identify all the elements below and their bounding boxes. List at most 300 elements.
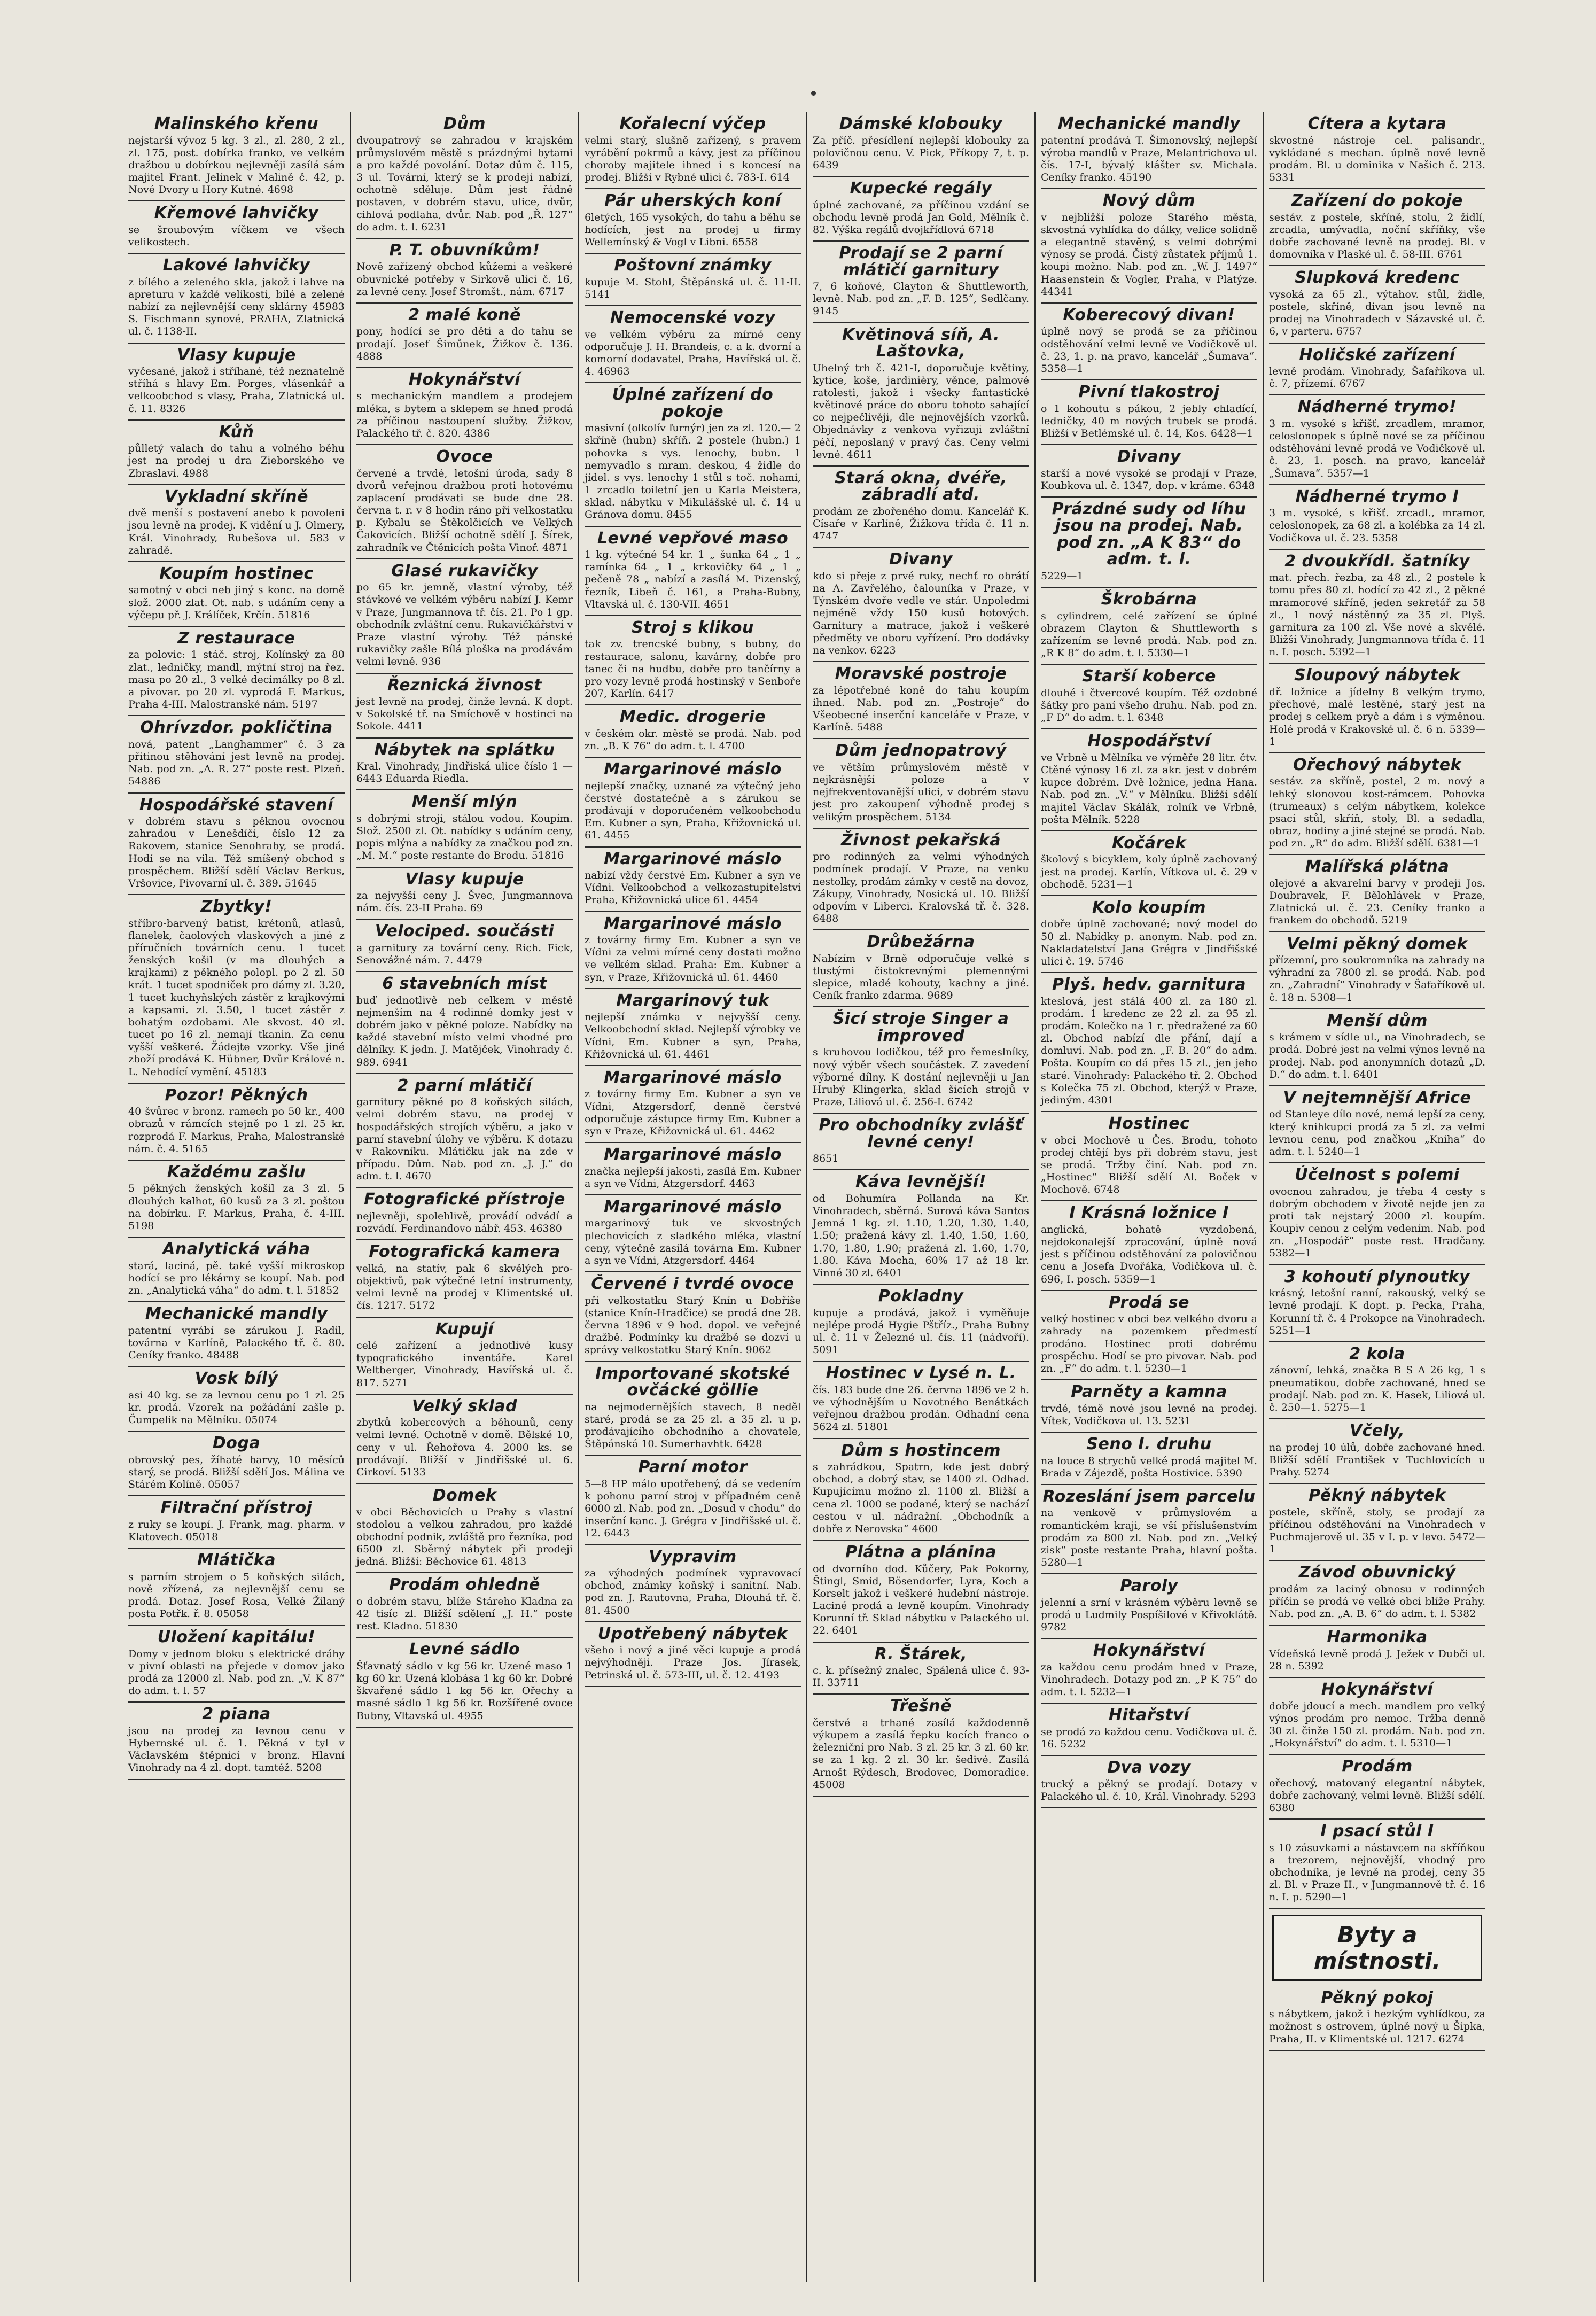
ad-title: Káva levnější! xyxy=(855,1172,986,1192)
classified-ad xyxy=(585,306,801,383)
classified-ad xyxy=(128,1367,345,1432)
ad-title: Stroj s klikou xyxy=(632,618,754,637)
column-4 xyxy=(806,112,1034,2282)
ad-body: celé zařízení a jednotlivé kusy typografického inventáře. Karel Weltberger, Vinohrady, Havířská ul. č. 817. 5271 xyxy=(356,1340,573,1389)
ad-body: pro rodinných za velmi výhodných podmínek prodají. V Praze, na venku nestolky, prodám zámky v cestě na dovoz, Zákupy, Vinohrady, Nosická ul. 10. Bližší odpovím v Liberci. Kralovská tř. č. 328. 6488 xyxy=(813,851,1029,925)
classified-ad xyxy=(128,1549,345,1626)
ad-title: Importované skotské ovčácké göllie xyxy=(595,1364,790,1400)
classified-ad xyxy=(356,739,573,791)
classified-ad xyxy=(585,1272,801,1362)
ad-body: se šroubovým víčkem ve všech velikostech. xyxy=(128,223,345,248)
classified-ad xyxy=(356,112,573,239)
ad-body: o dobrém stavu, blíže Stáreho Kladna za 42 tisíc zl. Bližší sdělení „J. H.“ poste rest. Kladno. 51830 xyxy=(356,1595,573,1633)
ad-body: mat. přech. řezba, za 48 zl., 2 postele k tomu přes 80 zl. hodící za 42 zl., 2 pěkné mramorové skříně, jeden sekretář za 58 zl., 1 nový nástěnný za 35 zl. Plyš. garnitura za 100 zl. Vše nové a skvělé. Bližší Vinohrady, Jungmannova třída č. 11 n. I. posch. 5392—1 xyxy=(1269,572,1485,658)
ad-title: Dva vozy xyxy=(1107,1758,1191,1777)
ad-title: Mechanické mandly xyxy=(145,1304,328,1324)
ad-body: s parním strojem o 5 koňských silách, nově zřízená, za nejlevnější cenu se prodá. Dotaz. Josef Rosa, Velké Žilaný posta Potřk. ř. 8. 05058 xyxy=(128,1571,345,1620)
ad-title: Prodají se 2 parní mlátičí garnitury xyxy=(839,244,1003,279)
ad-body: v českém okr. městě se prodá. Nab. pod zn. „B. K 76“ do adm. t. l. 4700 xyxy=(585,727,801,752)
classified-ad xyxy=(585,848,801,912)
ad-body: všeho i nový a jiné věci kupuje a prodá nejvýhodněji. Praze Jos. Jírasek, Petrinská ul. č. 573-III, ul. č. 12. 4193 xyxy=(585,1644,801,1681)
classified-ad xyxy=(1041,1380,1257,1433)
ad-body: trucký a pěkný se prodají. Dotazy v Palackého ul. č. 10, Král. Vinohrady. 5293 xyxy=(1041,1778,1257,1802)
classified-ad xyxy=(1269,112,1485,189)
ad-title: Levné sádlo xyxy=(409,1640,520,1659)
ad-title: Prodá se xyxy=(1109,1293,1189,1312)
ad-title: Vypravim xyxy=(649,1547,737,1566)
ad-title: Dámské klobouky xyxy=(839,114,1003,133)
classified-ad xyxy=(813,467,1029,548)
classified-ad xyxy=(585,527,801,616)
ad-body: patentní prodává T. Šimonovský, nejlepší výroba mandlů v Praze, Melantrichova ul. čís. 17-I, bývalý klášter sv. Michala. Ceníky franko. 45190 xyxy=(1041,134,1257,184)
ad-body: stříbro-barvený batist, krétonů, atlasů, flanelek, čaolových vlaskových a jiné z příručních továrních cenu. 1 tucet ženských košil (v ma dlouhých a krajkami) z pěkného polopl. po 2 zl. 50 krát. 1 tucet spodniček pro dámy zl. 3.20, 1 tucet kuchyňských zástěr z krajkovými a kapsami. zl. 3.50, 1 tucet zástěr z bohatým ozdobami. Ale skvost. 40 zl. tucet po 16 zl. nemají tkanin. Za cenu vyšší veškeré. Žádejte vzorky. Vše jiné zboží prodává K. Hübner, Dvůr Králové n. L. Nehodící vymění. 45183 xyxy=(128,917,345,1078)
ad-body: jest levně na prodej, činže levná. K dopt. v Sokolské tř. na Smíchově v hostinci na Sokole. 4411 xyxy=(356,696,573,733)
ad-title: Paroly xyxy=(1120,1576,1178,1596)
classified-ad xyxy=(1269,1986,1485,2051)
ad-body: tak zv. trencské bubny, s bubny, do restaurace, salonu, kavárny, dobře pro tanec či na hudbu, dobře pro tančírny a pro vozy levně prodá hostinský v Senboře 207, Karlín. 6417 xyxy=(585,638,801,700)
ad-body: kupuje M. Stohl, Štěpánská ul. č. 11-II. 5141 xyxy=(585,276,801,300)
classified-ad xyxy=(1269,266,1485,343)
ad-title: Margarinové máslo xyxy=(604,1145,782,1164)
classified-ad xyxy=(128,1496,345,1549)
ad-body: 5229—1 xyxy=(1041,570,1084,582)
ad-title: Prodám ohledně xyxy=(389,1575,540,1595)
ad-title: Parněty a kamna xyxy=(1071,1382,1227,1402)
ad-body: ve velkém výběru za mírné ceny odporučuje J. H. Brandeis, c. a k. dvorní a komorní dodavatel, Praha, Havířská ul. č. 4. 46963 xyxy=(585,328,801,378)
classified-ad xyxy=(1041,445,1257,498)
classified-ad xyxy=(585,1545,801,1622)
classified-ad xyxy=(128,421,345,485)
classified-ad xyxy=(813,1643,1029,1695)
classified-ad xyxy=(813,829,1029,931)
ad-body: postele, skříně, stoly, se prodají za příčinou odstěhování na Vinohradech v Puchmajerově ul. 35 v I. p. v levo. 5472—1 xyxy=(1269,1506,1485,1556)
classified-ad xyxy=(1269,1678,1485,1755)
classified-ad xyxy=(813,1362,1029,1439)
ad-body: Vídeňská levně prodá J. Ježek v Dubči ul. 28 n. 5392 xyxy=(1269,1647,1485,1672)
ad-title: Nový dům xyxy=(1102,191,1196,211)
ad-body: se prodá za každou cenu. Vodičkova ul. č. 16. 5232 xyxy=(1041,1726,1257,1750)
ad-title: Kočárek xyxy=(1112,833,1186,852)
ad-title: Hostinec v Lysé n. L. xyxy=(826,1364,1016,1383)
classified-ad xyxy=(1269,485,1485,550)
ad-title: Dům xyxy=(443,114,486,133)
ad-body: vyčesané, jakož i stříhané, též neznatelně stříhá s hlavy Em. Porges, vlásenkář a velkoobchod s vlasy, Praha, Zlatnická ul. č. 11. 8326 xyxy=(128,366,345,415)
ad-title: Pěkný pokoj xyxy=(1321,1988,1434,2007)
classified-ad xyxy=(128,716,345,793)
ad-body: garnitury pěkné po 8 koňských silách, velmi dobrém stavu, na prodej v hospodářských strojích výběru, a jako v parní stavební úlohy ve výběru. K dotazu v Rakovníku. Mlátičku jak na zde v případu. Dům. Nab. pod zn. „J. J.“ do adm. t. l. 4670 xyxy=(356,1096,573,1183)
section-heading: Byty a místnosti. xyxy=(1272,1915,1482,1981)
ad-title: 2 dvoukřídl. šatníky xyxy=(1284,551,1470,571)
ad-title: Levné vepřové maso xyxy=(597,529,789,548)
classified-ad xyxy=(356,559,573,674)
ad-title: Nemocenské vozy xyxy=(610,308,776,328)
ad-title: Vykladní skříně xyxy=(165,487,308,506)
ad-title: Pro obchodníky zvlášť levné ceny! xyxy=(819,1116,1023,1152)
classified-ad xyxy=(128,1161,345,1238)
ad-title: Parní motor xyxy=(638,1458,748,1477)
classified-ad xyxy=(1041,112,1257,189)
ad-body: dlouhé i čtvercové koupím. Též ozdobné šátky pro paní všeho druhu. Nab. pod zn. „F D“ do adm. t. l. 6348 xyxy=(1041,687,1257,724)
ad-body: asi 40 kg. se za levnou cenu po 1 zl. 25 kr. prodá. Vzorek na požádání zašle p. Čumpelik na Mělníku. 05074 xyxy=(128,1389,345,1426)
ad-title: Květinová síň, A. Laštovka, xyxy=(842,325,1000,361)
ad-title: Hokynářství xyxy=(408,370,521,389)
classified-ad xyxy=(1269,1342,1485,1419)
ad-body: na louce 8 strychů velké prodá majitel M. Brada v Zájezdě, pošta Hostivice. 5390 xyxy=(1041,1455,1257,1479)
ad-body: čerstvé a trhané zasílá každodenně výkupem a zasílá řepku kocích franco o železniční pro Nab. 3 zl. 25 kr. 3 zl. 60 kr. se za 1 kg. 2 zl. 30 kr. šedivé. Zasílá Arnošt Rýdesch, Brodovec, Domoradice. 45008 xyxy=(813,1716,1029,1791)
classified-ad xyxy=(1041,1201,1257,1291)
classified-ad xyxy=(356,868,573,920)
classified-ad xyxy=(128,201,345,254)
ad-body: s dobrými stroji, stálou vodou. Koupím. Slož. 2500 zl. Ot. nabídky s udáním ceny, popis mlýna a nabídky za značkou pod zn. „M. M.“ poste restante do Brodu. 51816 xyxy=(356,812,573,862)
classified-ad xyxy=(585,758,801,847)
classified-ad xyxy=(813,1541,1029,1643)
ad-body: ořechový, matovaný elegantní nábytek, dobře zachovaný, velmi levně. Bližší sdělí. 6380 xyxy=(1269,1777,1485,1814)
ad-body: kupuje a prodává, jakož i vyměňuje nejlépe prodá Hygie Pštříz., Praha Bubny ul. č. 11 v Železné ul. čís. 11 (nádvoří). 5091 xyxy=(813,1307,1029,1356)
ad-title: Hospodářské stavení xyxy=(139,795,334,814)
ad-title: Kůň xyxy=(219,422,254,441)
ad-body: 6letých, 165 vysokých, do tahu a běhu se hodících, jest na prodej u firmy Wellemínský & Vogl v Libni. 6558 xyxy=(585,211,801,248)
ad-body: sestáv. za skříně, postel, 2 m. nový a lehký slonovou kost-rámcem. Pohovka (trumeaux) s celým nábytkem, kolekce psací stůl, skříň, stoly, Bl. a sedadla, obraz, hodiny a jiné stejné se prodá. Nab. pod zn. „R“ do adm. Bližší sdělí. 6381—1 xyxy=(1269,775,1485,850)
classified-ad xyxy=(1269,344,1485,396)
ad-title: Starší koberce xyxy=(1082,667,1216,686)
classified-ad xyxy=(128,1432,345,1496)
classified-ad xyxy=(1269,1484,1485,1561)
ad-body: a garnitury za tovární ceny. Rich. Fick, Senovážné nám. 7. 4479 xyxy=(356,942,573,967)
ad-body: s kruhovou lodičkou, též pro řemeslníky, nový výběr všech součástek. Z zavedení výborné dílny. K dostání nejlevněji u Jan Hrubý Klingerka, sklad šicích strojů v Praze, Liliová ul. č. 256-I. 6742 xyxy=(813,1046,1029,1108)
ad-title: Margarinové máslo xyxy=(604,914,782,933)
classified-ad xyxy=(356,1573,573,1638)
column-5 xyxy=(1034,112,1263,2282)
classified-ad xyxy=(1041,665,1257,729)
ad-title: Dům jednopatrový xyxy=(835,741,1007,760)
ad-title: Prázdné sudy od líhu jsou na prodej. Nab. pod zn. „A K 83“ do adm. t. l. xyxy=(1052,499,1247,569)
classified-ad xyxy=(585,383,801,526)
ad-body: 5—8 HP málo upotřebený, dá se vedením k pohonu parní stroj v případném ceně 6000 zl. Nab. pod zn. „Dosud v chodu“ do inserční kanc. J. Grégra v Jindřišské ul. č. 12. 6443 xyxy=(585,1478,801,1540)
classified-ad xyxy=(585,1143,801,1195)
ad-body: 3 m. vysoké, s křišť. zrcadl., mramor, celoslonopek, za 68 zl. a kolébka za 14 zl. Vodičkova ul. č. 23. 5358 xyxy=(1269,507,1485,544)
ad-title: Hostinec xyxy=(1108,1114,1190,1133)
ad-body: ve Vrbně u Mělníka ve výměře 28 litr. čtv. Ctěné výnosy 16 zl. za akr. jest v dobrém kupce dobrém. Dvě ložnice, jedna Hana. Nab. pod zn. „V.“ v Mělníku. Bližší sdělí majitel Václav Skálák, rolník ve Vrbně, pošta Mělník. 5228 xyxy=(1041,751,1257,826)
ad-title: Řeznická živnost xyxy=(387,675,542,695)
ad-body: Nově zařízený obchod kůžemi a veškeré obuvnické potřeby v Sirkově ulici č. 16, za levné ceny. Josef Stromšt., nám. 6717 xyxy=(356,261,573,298)
ad-body: trvdé, témě nové jsou levně na prodej. Vítek, Vodičkova ul. 13. 5231 xyxy=(1041,1402,1257,1427)
ad-title: Stará okna, dvéře, zábradlí atd. xyxy=(835,468,1007,504)
ad-body: na nejmodernějších stavech, 8 neděl staré, prodá se za 25 zl. a 35 zl. u p. prodávajícího obchodního a chovatele, Štěpánská 10. Sumerhavhtk. 6428 xyxy=(585,1401,801,1450)
classified-ad xyxy=(1041,304,1257,380)
ad-title: Hokynářství xyxy=(1321,1680,1434,1699)
classified-ad xyxy=(1269,753,1485,856)
ad-body: nejstarší vývoz 5 kg. 3 zl., zl. 280, 2 zl., zl. 175, post. dobírka franko, ve velkém dražbou u dobírkou nejlevněji zasílá sám majitel Frant. Jelínek v Malině č. 42, p. Nové Dvory u Hory Kutné. 4698 xyxy=(128,134,345,196)
classified-ad xyxy=(585,112,801,189)
ad-body: 1 kg. výtečné 54 kr. 1 „ šunka 64 „ 1 „ ramínka 64 „ 1 „ krkovičky 64 „ 1 „ pečeně 78 „ nabízí a zasílá M. Pizenský, řezník, Libeň č. 161, a Praha-Bubny, Vltavská ul. č. 130-VII. 4651 xyxy=(585,549,801,610)
ad-body: s cylindrem, celé zařízení se úplné obrazem Clayton & Shuttleworth s zařízením se levně prodá. Nab. pod zn. „R K 8“ do adm. t. l. 5330—1 xyxy=(1041,610,1257,659)
ad-body: s mechanickým mandlem a prodejem mléka, s bytem a sklepem se hned prodá za příčinou nastoupení služby. Žižkov, Palackého tř. č. 820. 4386 xyxy=(356,390,573,439)
classified-ad xyxy=(585,1362,801,1456)
classified-ad xyxy=(585,189,801,254)
ad-body: skvostné nástroje cel. palisandr., vykládané s mechan. úplně nové levně prodám. Bl. u dominika v Našich č. 213. 5331 xyxy=(1269,134,1485,184)
ad-body: pony, hodící se pro děti a do tahu se prodají. Josef Šimůnek, Žižkov č. 136. 4888 xyxy=(356,325,573,362)
ad-title: Upotřebený nábytek xyxy=(597,1624,788,1643)
classified-ad xyxy=(128,895,345,1084)
ad-title: Koberecový divan! xyxy=(1063,305,1235,324)
ad-title: Účelnost s polemi xyxy=(1295,1165,1460,1185)
ad-body: ve větším průmyslovém městě v nejkrásnější poloze a v nejfrekventovanější ulici, v dobrém stavu jest pro zakoupení výhodně prodej s velikým prospěchem. 5134 xyxy=(813,761,1029,823)
classified-ad xyxy=(128,1703,345,1779)
ad-title: Domek xyxy=(432,1486,497,1505)
ad-body: levně prodám. Vinohrady, Šafaříkova ul. č. 7, přízemí. 6767 xyxy=(1269,366,1485,390)
classified-ad xyxy=(1269,1086,1485,1163)
ad-title: Rozeslání jsem parcelu xyxy=(1042,1487,1256,1506)
ad-title: Medic. drogerie xyxy=(619,708,766,727)
ad-title: Ovoce xyxy=(436,447,493,467)
classified-ad xyxy=(813,323,1029,467)
ad-body: za polovic: 1 stáč. stroj, Kolínský za 80 zlat., ledničky, mandl, mýtní stroj na řez. masa po 20 zl., 3 velké decimálky po 8 zl. a pivovar. po 20 zl. vyprodá F. Markus, Praha 4-III. Malostranské nám. 5197 xyxy=(128,649,345,711)
classified-ad xyxy=(1041,896,1257,973)
ad-body: ovocnou zahradou, je třeba 4 cesty s dobrým obchodem v životě nejde jen za proti tak nejstarý 2000 zl. koupím. Koupiv cenou z celým vedením. Nab. pod zn. „Hospodář“ poste rest. Hradčany. 5382—1 xyxy=(1269,1185,1485,1260)
ad-title: Margarinové máslo xyxy=(604,760,782,779)
ad-body: v dobrém stavu s pěknou ovocnou zahradou v Lenešdíči, číslo 12 za Rakovem, stanice Senohraby, se prodá. Hodí se na vila. Též smíšený obchod s prospěchem. Bližší sdělí Václav Berkus, Vršovice, Pivovarní ul. č. 389. 51645 xyxy=(128,815,345,889)
classified-ad xyxy=(356,790,573,867)
ad-title: Zbytky! xyxy=(200,897,273,916)
classified-ad xyxy=(1041,973,1257,1112)
classified-ad xyxy=(128,344,345,421)
classified-ad xyxy=(1269,395,1485,485)
classified-ad xyxy=(1269,1009,1485,1086)
ad-title: Hitařství xyxy=(1108,1706,1190,1725)
classified-ad xyxy=(1269,932,1485,1009)
classified-ad xyxy=(1041,1112,1257,1201)
ad-title: Plyš. hedv. garnitura xyxy=(1052,975,1247,994)
ad-title: Cítera a kytara xyxy=(1307,114,1447,133)
classified-ad xyxy=(1041,380,1257,445)
classified-ad xyxy=(1269,1626,1485,1678)
ad-title: 2 parní mlátičí xyxy=(397,1076,532,1095)
ad-body: při velkostatku Starý Knín u Dobříše (stanice Knín-Hradčice) se prodá dne 28. června 1896 v 9 hod. dopol. ve veřejné dražbě. Podmínky ku dražbě se dozví u správy velkostatku Starý Knín. 9062 xyxy=(585,1294,801,1356)
ad-body: úplné zachované, za příčinou vzdání se obchodu levně prodá Jan Gold, Mělník č. 82. Výška regálů dvojkřídlová 6718 xyxy=(813,199,1029,236)
ad-title: Křemové lahvičky xyxy=(154,204,319,223)
classified-ad xyxy=(585,1456,801,1545)
classified-ad xyxy=(585,989,801,1066)
ad-body: prodám ze zbořeného domu. Kancelář K. Císaře v Karlíně, Žižkova třída č. 11 n. 4747 xyxy=(813,505,1029,542)
classified-ad xyxy=(1041,1704,1257,1756)
ad-body: červené a trvdé, letošní úroda, sady 8 dvorů veřejnou dražbou proti hotovému zaplacení prodávati se bude dne 28. června t. r. v 8 hodin ráno při velkostatku p. Kybalu se Štěkolčicích ve Velkých Čakovicích. Bližší ochotně sdělí J. Šírek, zahradník ve Čtěnicích pošta Vinoř. 4871 xyxy=(356,467,573,554)
ad-body: z továrny firmy Em. Kubner a syn ve Vídni, Atzgersdorf, denně čerstvé odporučuje zástupce firmy Em. Kubner a syn v Praze, Křižovnická ul. 61. 4462 xyxy=(585,1088,801,1137)
classified-ad xyxy=(585,705,801,758)
ad-title: 2 kola xyxy=(1349,1344,1405,1363)
ad-title: 2 piana xyxy=(202,1705,271,1724)
ad-title: Margarinový tuk xyxy=(616,991,769,1010)
ad-title: Hokynářství xyxy=(1093,1641,1205,1660)
ad-title: 2 malé koně xyxy=(408,305,521,324)
ad-body: velká, na statív, pak 6 skvělých pro-objektivů, pak výtečné letní instrumenty, velmi levně na prodej v Klimentské ul. čís. 1217. 5172 xyxy=(356,1262,573,1312)
ad-body: o 1 kohoutu s pákou, 2 jebly chladící, ledničky, 40 m nových trubek se prodá. Bližší v Betlémské ul. č. 14, Kos. 6428—1 xyxy=(1041,402,1257,439)
ad-title: Kořalecní výčep xyxy=(619,114,766,133)
classified-ad xyxy=(1269,855,1485,932)
classified-ad xyxy=(356,1484,573,1573)
classified-ad xyxy=(813,1114,1029,1170)
ad-title: Kolo koupím xyxy=(1092,898,1206,917)
ad-title: P. T. obuvníkům! xyxy=(389,240,540,260)
classified-ad xyxy=(585,254,801,306)
ad-title: Pěkný nábytek xyxy=(1309,1486,1446,1505)
ad-body: za nejvyšší ceny J. Švec, Jungmannova nám. čís. 23-II Praha. 69 xyxy=(356,890,573,914)
column-1 xyxy=(123,112,350,2282)
ad-body: jsou na prodej za levnou cenu v Hybernské ul. č. 1. Pěkná v tyl v Václavském štěpnicí v bronz. Hlavní Vinohrady na 4 zl. dopt. tamtéž. 5208 xyxy=(128,1724,345,1774)
ad-title: Malinského křenu xyxy=(154,114,319,133)
ad-body: s 10 zásuvkami a nástavcem na skříňkou a trezorem, nejnovější, vhodný pro obchodníka, je levně na prodej, ceny 35 zl. Bl. v Praze II., v Jungmannově tř. č. 16 n. I. p. 5290—1 xyxy=(1269,1841,1485,1903)
ad-title: Zařízení do pokoje xyxy=(1291,191,1463,211)
classified-ad xyxy=(1041,1639,1257,1704)
ad-body: od Bohumíra Pollanda na Kr. Vinohradech, sběrná. Surová káva Santos Jemná 1 kg. zl. 1.10, 1.20, 1.30, 1.40, 1.50; pražená kávy zl. 1.40, 1.50, 1.60, 1.70, 1.80, 1.90; pražená zl. 1.60, 1.70, 1.80. Káva Mocha, 60% 17 až 18 kr. Vinné 30 zl. 6401 xyxy=(813,1192,1029,1279)
classified-ad xyxy=(356,1638,573,1727)
classified-ad xyxy=(813,739,1029,828)
ad-body: patentní vyrábí se zárukou J. Radil, továrna v Karlíně, Palackého tř. č. 80. Ceníky franko. 48488 xyxy=(128,1324,345,1362)
ad-title: Analytická váha xyxy=(162,1240,310,1259)
ad-body: 3 m. vysoké s křišť. zrcadlem, mramor, celoslonopek s úplně nové se za příčinou odstěhování levně prodá ve Vodičkově ul. č. 23, 1. posch. na pravo, kancelář „Šumava“. 5357—1 xyxy=(1269,417,1485,479)
ad-body: kdo si přeje z prvé ruky, nechť ro obrátí na A. Zavřelého, čalouníka v Praze, v Týnském dvoře vedle ve stár. Unpoledmi nejméně vždy 150 kusů hotových. Garnitury a matrace, jakož i veškeré předměty ve oboru vyřízení. Pro dodávky na venkov. 6223 xyxy=(813,570,1029,656)
classified-ad xyxy=(813,1439,1029,1541)
ad-title: Včely, xyxy=(1349,1421,1405,1441)
ad-title: Fotografické přístroje xyxy=(364,1190,565,1209)
ad-body: 8651 xyxy=(813,1153,839,1165)
ad-title: Pivní tlakostroj xyxy=(1078,383,1220,402)
ad-title: Hospodářství xyxy=(1087,732,1211,751)
ad-body: nová, patent „Langhammer“ č. 3 za přitinou stěhování jest levně na prodej. Nab. pod zn. „A. R. 27“ poste rest. Plzeň. 54886 xyxy=(128,738,345,788)
ad-title: Velociped. součásti xyxy=(375,922,555,941)
classified-ad xyxy=(813,548,1029,662)
ad-title: Glasé rukavičky xyxy=(391,561,538,580)
ad-body: 40 švůrec v bronz. ramech po 50 kr., 400 obrazů v rámcích stejně po 1 zl. 25 kr. rozprodá F. Markus, Praha, Malostranské nám. č. 4. 5165 xyxy=(128,1106,345,1155)
ad-body: v nejbližší poloze Starého města, skvostná vyhlídka do dálky, velice solidně a elegantně stavěný, s velmi dobrými výnosy se prodá. Čistý zůstatek příjmů 1. koupi možno. Nab. pod zn. „W. J. 1497“ Haasenstein & Vogler, Praha, v Platýze. 44341 xyxy=(1041,211,1257,298)
classified-ad xyxy=(585,616,801,705)
classified-ad xyxy=(128,627,345,716)
classified-ad xyxy=(1041,1756,1257,1808)
classified-ad xyxy=(1269,1265,1485,1342)
ad-title: Pár uherských koní xyxy=(604,191,781,211)
classified-ad xyxy=(356,1074,573,1188)
ad-title: Harmonika xyxy=(1327,1628,1428,1647)
ad-body: starší a nové vysoké se prodají v Praze, Koubkova ul. č. 1347, dop. v kráme. 6348 xyxy=(1041,467,1257,492)
ad-body: Kral. Vinohrady, Jindřiská ulice číslo 1 — 6443 Eduarda Riedla. xyxy=(356,760,573,785)
ad-body: Domy v jednom bloku s elektrické dráhy v pivní oblasti na přejede v domov jako prodá za 12000 zl. Nab. pod zn. „V. K 87“ do adm. t. l. 57 xyxy=(128,1647,345,1697)
ad-title: 3 kohoutí plynoutky xyxy=(1284,1267,1470,1286)
classified-ad xyxy=(1041,1485,1257,1574)
ad-body: 7, 6 koňové, Clayton & Shuttleworth, levně. Nab. pod zn. „F. B. 125“, Sedlčany. 9145 xyxy=(813,281,1029,317)
ad-body: za lépotřebné koně do tahu koupím ihned. Nab. pod zn. „Postroje“ do Všeobecné inserční kanceláře v Praze, v Karlíně. 5488 xyxy=(813,684,1029,734)
ad-title: I psací stůl I xyxy=(1320,1822,1434,1841)
classified-ad xyxy=(356,304,573,368)
ad-body: dobře úplně zachované; nový model do 50 zl. Nabídky p. anonym. Nab. pod zn. Nakladatelství Jana Grégra v Jindřišské ulici č. 19. 5746 xyxy=(1041,918,1257,967)
ad-body: nejlevněji, spolehlivě, provádí odvádí a rozvádí. Ferdinandovo nábř. 453. 46380 xyxy=(356,1210,573,1235)
ad-body: s krámem v sídle ul., na Vinohradech, se prodá. Dobré jest na velmi výnos levně na prodej. Nab. pod anonymních dotazů „D. D.“ do adm. t. l. 6401 xyxy=(1269,1031,1485,1081)
classified-ad xyxy=(128,254,345,343)
classified-ad xyxy=(128,1626,345,1703)
ad-title: V nejtemnější Africe xyxy=(1283,1088,1472,1107)
ad-title: Mlátička xyxy=(197,1551,276,1570)
ad-title: Margarinové máslo xyxy=(604,1197,782,1216)
ad-title: Uložení kapitálu! xyxy=(157,1628,316,1647)
classified-ad xyxy=(356,1240,573,1317)
classified-ad xyxy=(356,1318,573,1395)
classified-ad xyxy=(585,912,801,989)
ad-body: zánovní, lehká, značka B S A 26 kg, 1 s pneumatikou, dobře zachované, hned se prodají. Nab. pod zn. K. Hasek, Liliová ul. č. 250—1. 5275—1 xyxy=(1269,1364,1485,1413)
ad-body: s zahrádkou, Spatrn, kde jest dobrý obchod, a dobrý stav, se 1400 zl. Odhad. Kupujícímu možno zl. 1100 zl. Bližší a cena zl. 1000 se podané, který se nachází cestou v ul. nádražní. „Obchodník a dobře z Nerovska“ 4600 xyxy=(813,1461,1029,1535)
ad-title: Ohrívzdor. pokličtina xyxy=(140,718,333,737)
classified-ad xyxy=(813,662,1029,739)
ad-body: krásný, letošní ranní, rakouský, velký se levně prodají. K dopt. p. Pecka, Praha, Korunní tř. č. 4 Prokopce na Vinohradech. 5251—1 xyxy=(1269,1287,1485,1336)
newspaper-page xyxy=(123,112,1491,2282)
ad-body: velmi starý, slušně zařízený, s pravem vyrábění pokrmů a kávy, jest za příčinou choroby majitele ihned i s koncesí na prodej. Bližší v Rybné ulici č. 783-I. 614 xyxy=(585,134,801,184)
ad-title: Kupecké regály xyxy=(850,179,992,198)
ad-body: samotný v obci neb jiný s konc. na domě slož. 2000 zlat. Ot. nab. s udáním ceny a výčepu př. J. Králíček, Krčín. 51816 xyxy=(128,584,345,621)
classified-ad xyxy=(1269,189,1485,266)
ad-body: jelenní a srní v krásném výběru levně se prodá u Ludmily Pospíšilové v Křivoklátě. 9782 xyxy=(1041,1596,1257,1634)
classified-ad xyxy=(128,562,345,627)
classified-ad xyxy=(585,1195,801,1272)
classified-ad xyxy=(1269,550,1485,664)
ad-title: Velký sklad xyxy=(412,1396,517,1416)
ad-body: z továrny firmy Em. Kubner a syn ve Vídni za velmi mírné ceny dostati možno ve velkém sklad. Praha: Em. Kubner a syn, v Praze, Křižovnická ul. 61. 4460 xyxy=(585,934,801,983)
ad-title: Pokladny xyxy=(878,1287,964,1306)
ad-title: Dům s hostincem xyxy=(841,1441,1001,1460)
ad-body: kteslová, jest stálá 400 zl. za 180 zl. prodám. 1 kredenc ze 22 zl. za 95 zl. prodám. Kolečko na 1 r. předražené za 60 zl. Obchod nabízí dle přání, dají a domluví. Nab. pod zn. „F. B. 20“ do adm. Pošta. Koupím co dá přes 15 zl., jen jeho staré. Vinohrady: Palackého tř. 2. Obchod s Kolečka 75 zl. Obchod, kterýž v Praze, jediným. 4301 xyxy=(1041,995,1257,1106)
ad-body: školový s bicyklem, koly úplně zachovaný jest na prodej. Karlín, Vítkova ul. č. 29 v obchodě. 5231—1 xyxy=(1041,853,1257,890)
ad-body: margarinový tuk ve skvostných plechovicích z sladkého mléka, vlastní ceny, výtečně zasílá továrna Em. Kubner a syn ve Vídni, Atzgersdorf. 4464 xyxy=(585,1217,801,1266)
ad-body: na venkově v průmyslovém a romantickém kraji, se vší příslušenstvím prodám za 800 zl. Nab. pod zn. „Velký zisk“ poste restante Praha, hlavní pošta. 5280—1 xyxy=(1041,1507,1257,1569)
classified-ad xyxy=(813,242,1029,323)
ad-body: zbytků kobercových a běhounů, ceny velmi levné. Ochotně v domě. Bělské 10, ceny v ul. Řehořova 4. 2000 ks. se prodávají. Bližší v Jindřišské ul. 6. Cirkoví. 5133 xyxy=(356,1417,573,1478)
ad-title: Šicí stroje Singer a improved xyxy=(832,1009,1009,1045)
ad-body: dř. ložnice a jídelny 8 velkým trymo, přechové, malé lestěné, starý jest na prodej s celkem pryč a dám i s výměnou. Holé prodá v Krakovské ul. č. 6 n. 5339—1 xyxy=(1269,686,1485,748)
ad-body: dobře jdoucí a mech. mandlem pro velký výnos prodám pro nemoc. Tržba denně 30 zl. činže 150 zl. prodám. Nab. pod zn. „Hokynářství“ do adm. t. l. 5310—1 xyxy=(1269,1700,1485,1750)
ad-body: Uhelný trh č. 421-I, doporučuje květiny, kytice, koše, jardinièry, věnce, palmové ratolesti, jakož i všecky fantastické květinové práce do oboru tohoto sahající co nejpečlivěji, dle nejnovějších vzorků. Objednávky z venkova vyřizuji zvláštní péčí, neposlaný v pravý čas. Ceny velmi levné. 4611 xyxy=(813,362,1029,461)
ad-body: Šťavnatý sádlo v kg 56 kr. Uzené maso 1 kg 60 kr. Uzená klobása 1 kg 60 kr. Dobré škvařené sádlo 1 kg 56 kr. Ořechy a masné sádlo 1 kg 56 kr. Rozšířené ovoce Bubny, Vltavská ul. 4955 xyxy=(356,1660,573,1722)
classified-ad xyxy=(1269,1820,1485,1909)
ad-body: sestáv. z postele, skříně, stolu, 2 židlí, zrcadla, umývadla, noční skříňky, vše dobře zachované levně na prodej. Bl. v domovníka v Plaské ul. č. 58-III. 6761 xyxy=(1269,211,1485,261)
ad-title: Doga xyxy=(212,1434,261,1453)
ad-title: 6 stavebních míst xyxy=(382,974,547,993)
ad-title: Vosk bílý xyxy=(194,1369,278,1388)
ad-body: velký hostinec v obci bez velkého dvoru a zahrady na pozemkem předmestí prodáno. Hostinec proti dobrému prospěchu. Hodí se pro pivovar. Nab. pod zn. „F“ do adm. t. l. 5230—1 xyxy=(1041,1313,1257,1374)
ad-body: anglická, bohatě vyzdobená, nejdokonalejší zpracování, úplně nová jest s příčinou odstěhování za polovičnou cenu a Josefa Dvořáka, Vodičkova ul. č. 696, I. posch. 5359—1 xyxy=(1041,1223,1257,1285)
ad-body: značka nejlepší jakosti, zasílá Em. Kubner a syn ve Vídni, Atzgersdorf. 4463 xyxy=(585,1165,801,1190)
ad-title: Třešně xyxy=(890,1697,952,1716)
ad-body: nejlepší značky, uznané za výtečný jeho čerstvé dostatečně a s zárukou se prodávají v doporučeném velkoobchodu Em. Kubner a syn, Praha, Křižovnická ul. 61. 4455 xyxy=(585,780,801,842)
classified-ad xyxy=(813,1695,1029,1797)
classified-ad xyxy=(356,445,573,559)
ad-title: Nádherné trymo! xyxy=(1297,398,1457,417)
ad-body: přízemní, pro soukromníka na zahrady na výhradní za 7800 zl. se prodá. Nab. pod zn. „Zahradní“ Vinohrady v Šafaříkově ul. č. 18 n. 5308—1 xyxy=(1269,954,1485,1004)
ad-body: za každou cenu prodám hned v Praze, Vinohradech. Dotazy pod zn. „P K 75“ do adm. t. l. 5232—1 xyxy=(1041,1661,1257,1698)
ad-title: Vlasy kupuje xyxy=(177,345,296,364)
classified-ad xyxy=(1269,1163,1485,1265)
classified-ad xyxy=(1041,831,1257,896)
ad-title: Vlasy kupuje xyxy=(405,869,524,889)
ad-body: vysoká za 65 zl., výtahov. stůl, židle, postele, skříně, divan jsou levně na prodej na Vinohradech v Sázavské ul. č. 6, v parteru. 6757 xyxy=(1269,288,1485,338)
ad-title: Mechanické mandly xyxy=(1057,114,1241,133)
ad-body: prodám za laciný obnosu v rodinných příčin se prodá ve velké obci blíže Prahy. Nab. pod zn. „A. B. 6“ do adm. t. l. 5382 xyxy=(1269,1583,1485,1620)
classified-ad xyxy=(1041,588,1257,665)
classified-ad xyxy=(128,485,345,562)
ad-title: Fotografická kamera xyxy=(369,1242,560,1262)
classified-ad xyxy=(813,1285,1029,1362)
classified-ad xyxy=(128,794,345,896)
classified-ad xyxy=(1041,1291,1257,1380)
ad-title: Menší dům xyxy=(1327,1011,1428,1030)
classified-ad xyxy=(1041,1433,1257,1485)
ad-title: Z restaurace xyxy=(177,628,295,648)
classified-ad xyxy=(356,920,573,972)
